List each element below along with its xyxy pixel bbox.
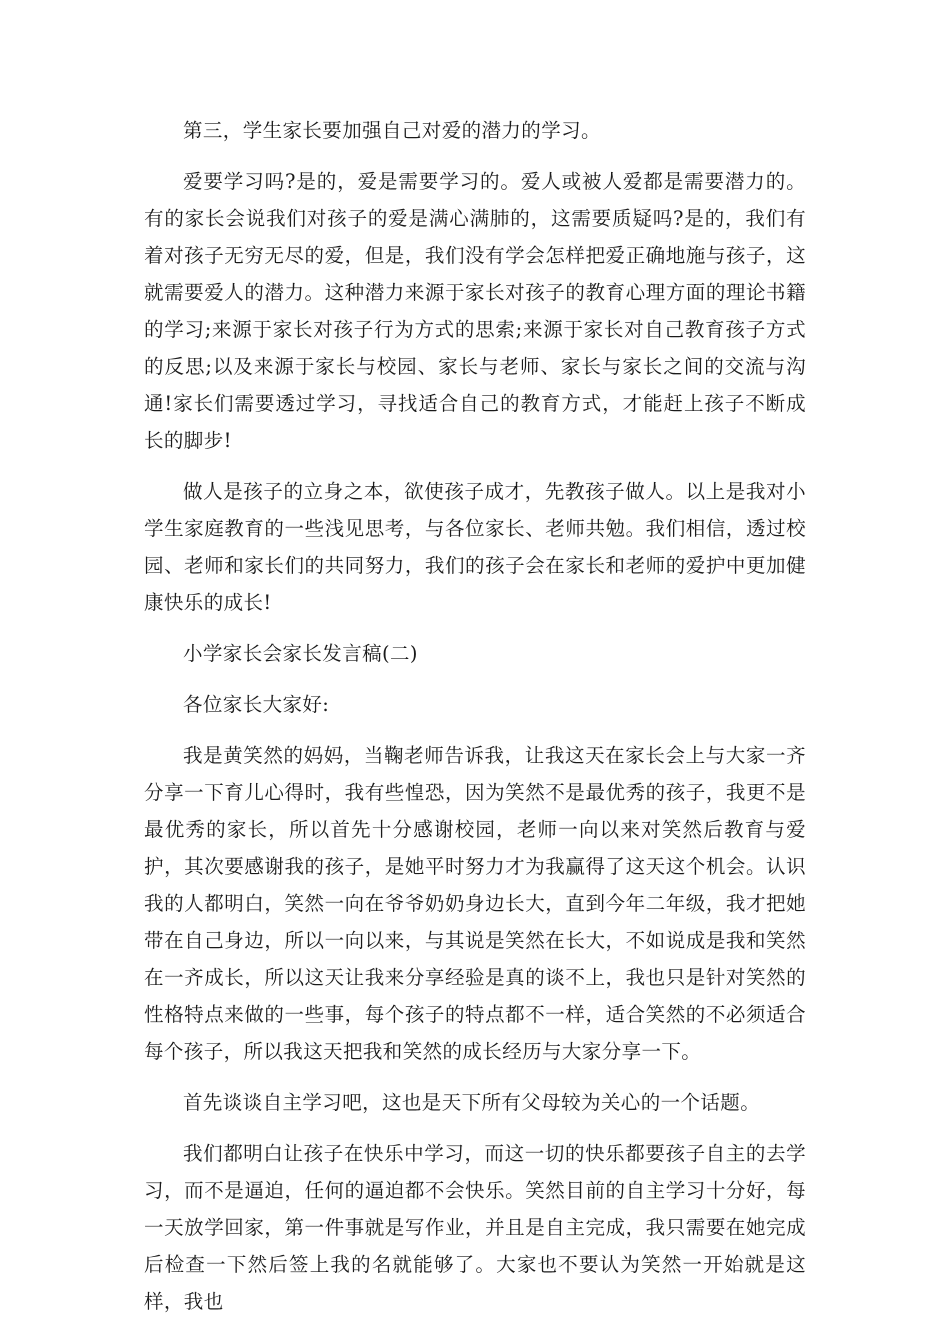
document-body	[144, 112, 806, 1334]
paragraph-conclusion: 做人是孩子的立身之本，欲使孩子成才，先教孩子做人。以上是我对小学生家庭教育的一些浅见思考，与各位家长、老师共勉。我们相信，透过校园、老师和家长们的共同努力，我们的孩子会在家长和老师的爱护中更加健康快乐的成长!	[144, 480, 806, 614]
paragraph-introduction: 我是黄笑然的妈妈，当鞠老师告诉我，让我这天在家长会上与大家一齐分享一下育儿心得时，我有些惶恐，因为笑然不是最优秀的孩子，我更不是最优秀的家长，所以首先十分感谢校园，老师一向以来对笑然后教育与爱护，其次要感谢我的孩子，是她平时努力才为我赢得了这天这个机会。认识我的人都明白，笑然一向在爷爷奶奶身边长大，直到今年二年级，我才把她带在自己身边，所以一向以来，与其说是笑然在长大，不如说成是我和笑然在一齐成长，所以这天让我来分享经验是真的谈不上，我也只是针对笑然的性格特点来做的一些事，每个孩子的特点都不一样，适合笑然的不必须适合每个孩子，所以我这天把我和笑然的成长经历与大家分享一下。	[144, 744, 806, 1063]
paragraph-point-three: 第三，学生家长要加强自己对爱的潜力的学习。	[183, 119, 601, 142]
paragraph-love-learning: 爱要学习吗?是的，爱是需要学习的。爱人或被人爱都是需要潜力的。有的家长会说我们对孩子的爱是满心满肺的，这需要质疑吗?是的，我们有着对孩子无穷无尽的爱，但是，我们没有学会怎样把爱正确地施与孩子，这就需要爱人的潜力。这种潜力来源于家长对孩子的教育心理方面的理论书籍的学习;来源于家长对孩子行为方式的思索;来源于家长对自己教育孩子方式的反思;以及来源于家长与校园、家长与老师、家长与家长之间的交流与沟通!家长们需要透过学习，寻找适合自己的教育方式，才能赶上孩子不断成长的脚步!	[144, 170, 806, 452]
paragraph-self-study-detail: 我们都明白让孩子在快乐中学习，而这一切的快乐都要孩子自主的去学习，而不是逼迫，任何的逼迫都不会快乐。笑然目前的自主学习十分好，每一天放学回家，第一件事就是写作业，并且是自主完成，我只需要在她完成后检查一下然后签上我的名就能够了。大家也不要认为笑然一开始就是这样，我也	[144, 1142, 806, 1313]
greeting: 各位家长大家好:	[183, 693, 330, 716]
section-heading: 小学家长会家长发言稿(二)	[183, 642, 418, 665]
paragraph-self-study-topic: 首先谈谈自主学习吧，这也是天下所有父母较为关心的一个话题。	[183, 1091, 761, 1114]
